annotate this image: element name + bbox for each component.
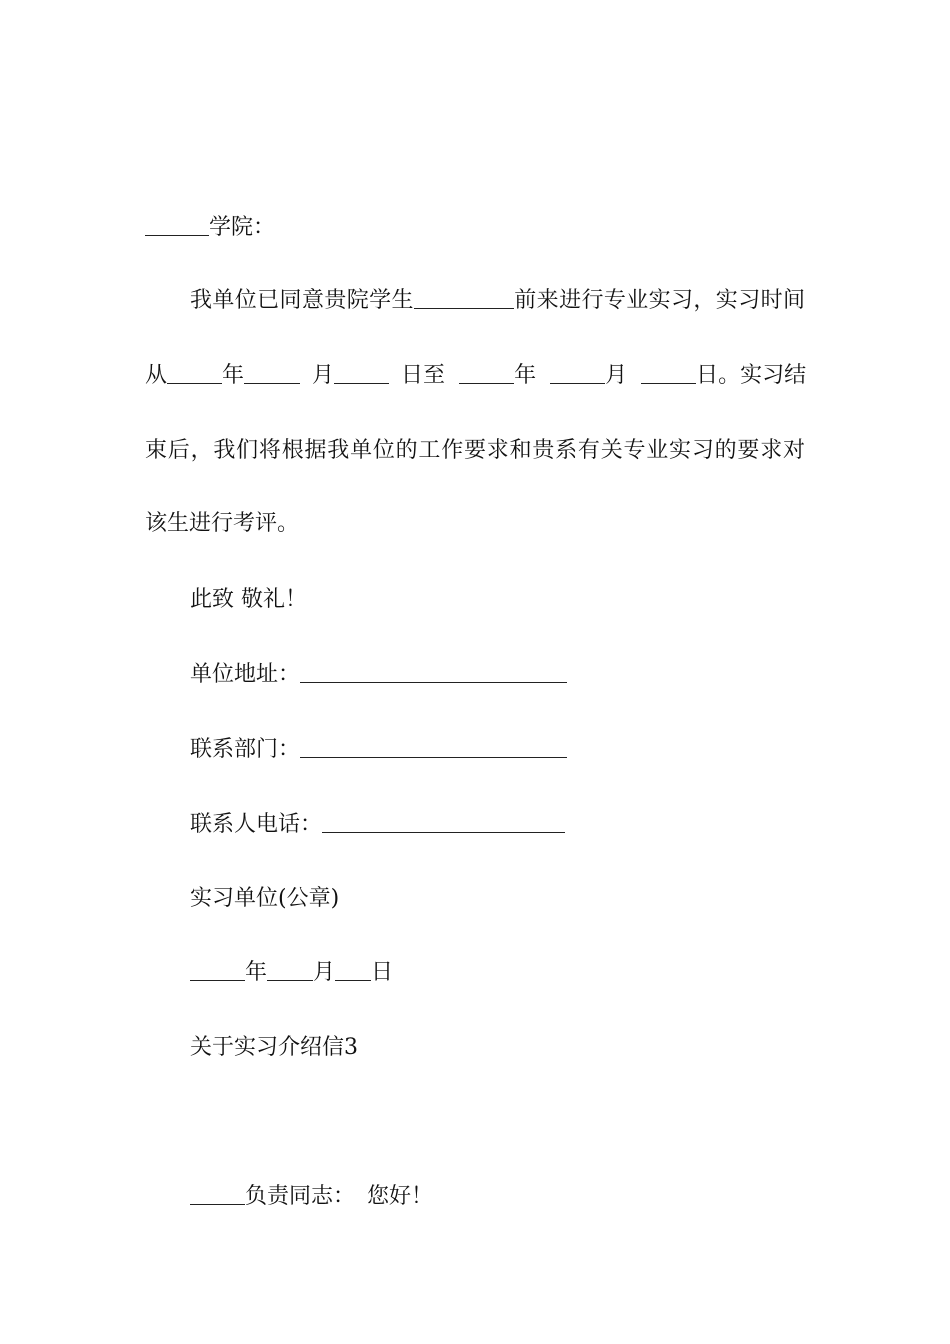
paragraph-line-2 [145, 361, 810, 391]
phone-blank[interactable] [322, 810, 565, 833]
para1-line1-text-b: 前来进行专业实习，实习时间 [513, 288, 805, 313]
address-blank[interactable] [300, 660, 567, 683]
date-line [190, 958, 855, 988]
para1-line1-text-a: 我单位已同意贵院学生 [190, 288, 414, 313]
address-label: 单位地址： [190, 662, 301, 687]
greeting-text-a: 负责同志： [245, 1184, 356, 1209]
date-day-blank[interactable] [335, 958, 371, 981]
student-name-blank[interactable] [414, 286, 514, 309]
department-line [190, 735, 855, 765]
paragraph-line-4 [145, 509, 810, 539]
seal-label: 实习单位(公章) [190, 886, 340, 911]
date-year-blank[interactable] [190, 958, 245, 981]
start-year-label: 年 [222, 363, 245, 388]
department-label: 联系部门： [190, 737, 301, 762]
date-year-label: 年 [245, 960, 268, 985]
start-day-blank[interactable] [334, 361, 389, 384]
para1-line4-text: 该生进行考评。 [145, 511, 300, 536]
paragraph-line-3 [145, 436, 805, 466]
start-month-label: 月 [312, 363, 335, 388]
start-year-blank[interactable] [167, 361, 222, 384]
recipient-blank[interactable] [190, 1182, 245, 1205]
letter3-title: 关于实习介绍信3 [190, 1035, 358, 1060]
end-month-label: 月 [605, 363, 628, 388]
seal-line [190, 884, 855, 914]
phone-line [190, 810, 855, 840]
salutation-line [145, 213, 810, 243]
greeting-text-b: 您好！ [367, 1184, 434, 1209]
department-blank[interactable] [300, 735, 567, 758]
end-year-blank[interactable] [459, 361, 514, 384]
date-day-label: 日 [371, 960, 394, 985]
end-day-label: 日。实习结 [696, 363, 807, 388]
letter3-greeting-line [190, 1182, 855, 1212]
closing-text: 此致 敬礼！ [190, 587, 307, 612]
address-line [190, 660, 855, 690]
end-year-label: 年 [514, 363, 537, 388]
college-name-blank[interactable] [145, 213, 209, 236]
phone-label: 联系人电话： [190, 812, 323, 837]
paragraph-line-1 [190, 286, 805, 316]
from-text: 从 [145, 363, 168, 388]
end-day-blank[interactable] [641, 361, 696, 384]
end-month-blank[interactable] [550, 361, 605, 384]
start-day-label: 日至 [401, 363, 446, 388]
closing-line [190, 585, 855, 615]
start-month-blank[interactable] [244, 361, 300, 384]
date-month-blank[interactable] [267, 958, 313, 981]
salutation-suffix: 学院： [209, 215, 276, 240]
date-month-label: 月 [313, 960, 336, 985]
para1-line3-text: 束后，我们将根据我单位的工作要求和贵系有关专业实习的要求对 [145, 438, 805, 463]
letter3-title-line [190, 1033, 855, 1063]
